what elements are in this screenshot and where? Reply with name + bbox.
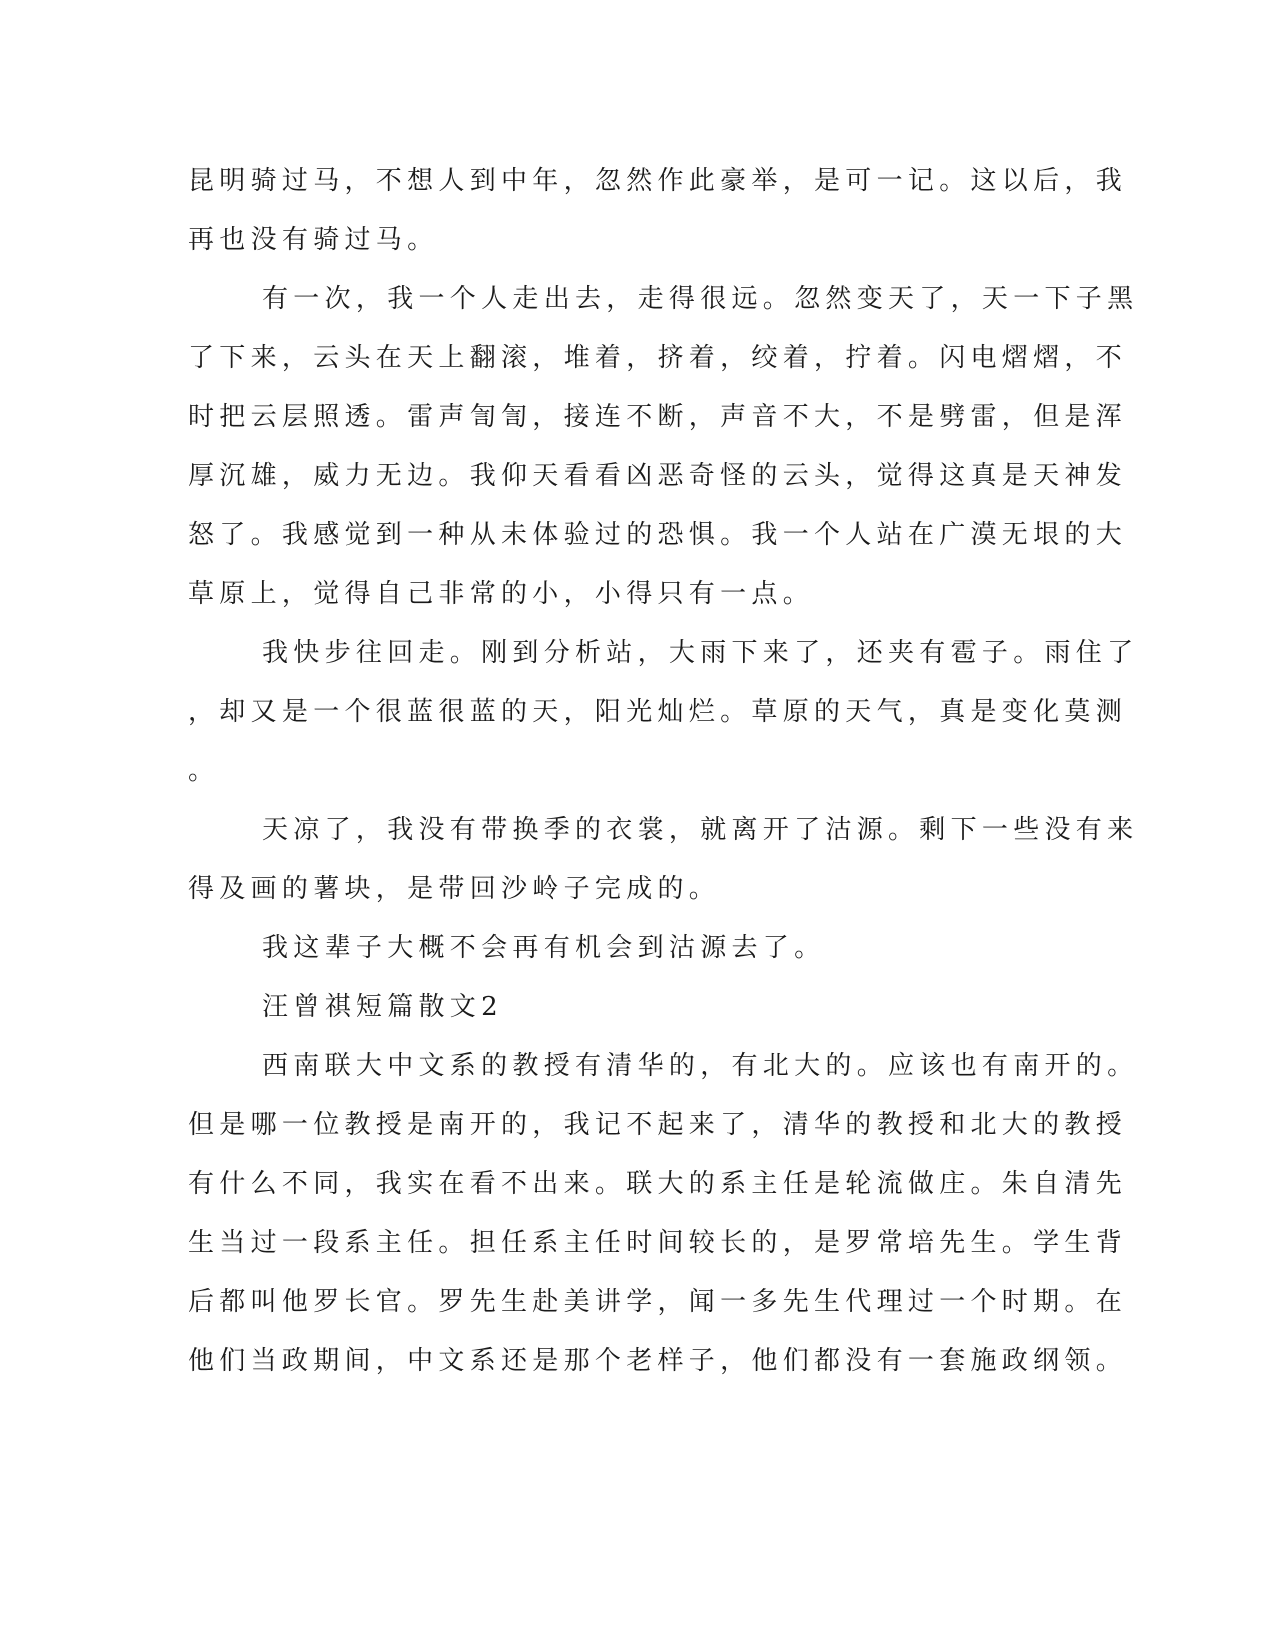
paragraph-first-line: 天凉了，我没有带换季的衣裳，就离开了沽源。剩下一些没有来 <box>262 815 1139 845</box>
text-line: 草原上，觉得自己非常的小，小得只有一点。 <box>188 579 815 609</box>
paragraph-first-line: 西南联大中文系的教授有清华的，有北大的。应该也有南开的。 <box>262 1051 1139 1081</box>
text-line: 生当过一段系主任。担任系主任时间较长的，是罗常培先生。学生背 <box>188 1228 1128 1258</box>
text-line: 有什么不同，我实在看不出来。联大的系主任是轮流做庄。朱自清先 <box>188 1169 1128 1199</box>
text-line: 得及画的薯块，是带回沙岭子完成的。 <box>188 874 721 904</box>
text-line: 后都叫他罗长官。罗先生赴美讲学，闻一多先生代理过一个时期。在 <box>188 1287 1128 1317</box>
text-line: 再也没有骑过马。 <box>188 225 439 255</box>
text-line: 厚沉雄，威力无边。我仰天看看凶恶奇怪的云头，觉得这真是天神发 <box>188 461 1128 491</box>
text-line: 他们当政期间，中文系还是那个老样子，他们都没有一套施政纲领。 <box>188 1346 1128 1376</box>
section-heading: 汪曾祺短篇散文2 <box>262 992 503 1022</box>
text-line: 昆明骑过马，不想人到中年，忽然作此豪举，是可一记。这以后，我 <box>188 166 1128 196</box>
paragraph-first-line: 我快步往回走。刚到分析站，大雨下来了，还夹有雹子。雨住了 <box>262 638 1139 668</box>
text-line: 时把云层照透。雷声訇訇，接连不断，声音不大，不是劈雷，但是浑 <box>188 402 1128 432</box>
paragraph-first-line: 有一次，我一个人走出去，走得很远。忽然变天了，天一下子黑 <box>262 284 1139 314</box>
text-line: 怒了。我感觉到一种从未体验过的恐惧。我一个人站在广漠无垠的大 <box>188 520 1128 550</box>
text-line: ，却又是一个很蓝很蓝的天，阳光灿烂。草原的天气，真是变化莫测 <box>188 697 1128 727</box>
text-line: 了下来，云头在天上翻滚，堆着，挤着，绞着，拧着。闪电熠熠，不 <box>188 343 1128 373</box>
text-line: 但是哪一位教授是南开的，我记不起来了，清华的教授和北大的教授 <box>188 1110 1128 1140</box>
text-line: 。 <box>188 756 220 786</box>
paragraph-first-line: 我这辈子大概不会再有机会到沽源去了。 <box>262 933 826 963</box>
